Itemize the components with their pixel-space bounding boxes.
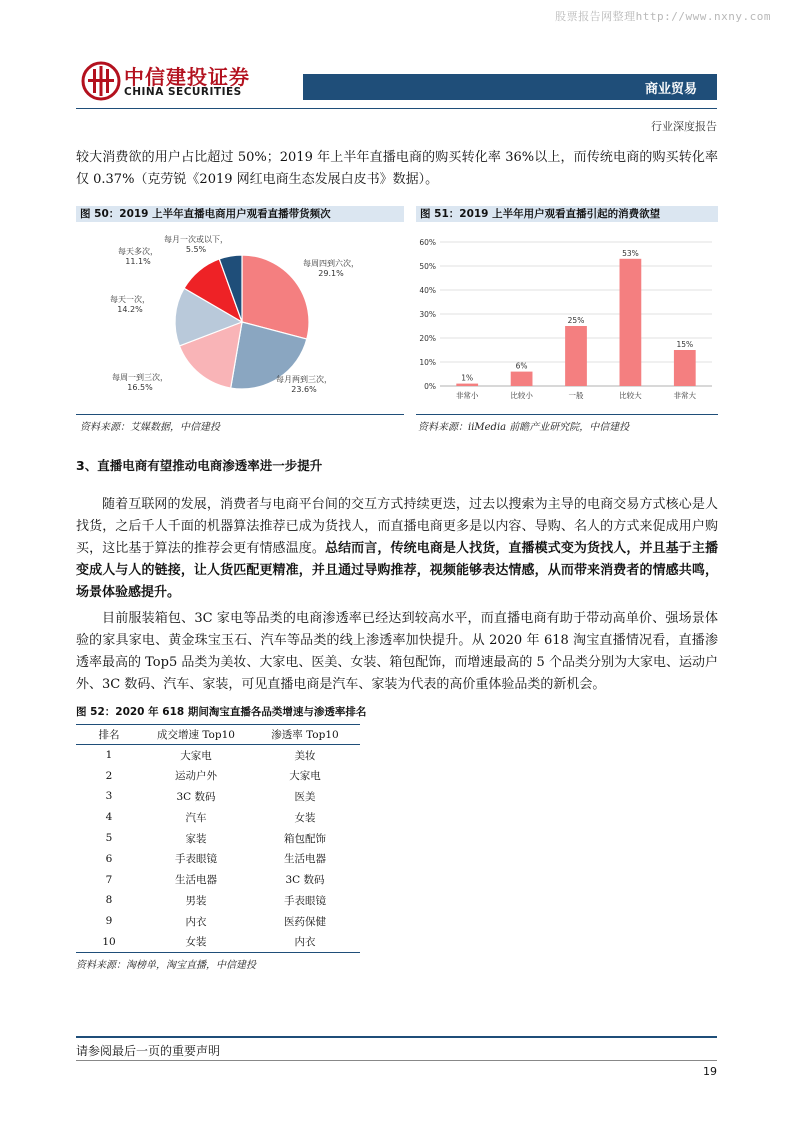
fig51-header — [416, 206, 718, 222]
growth-cell: 内衣 — [185, 915, 207, 928]
growth-cell: 大家电 — [180, 749, 212, 762]
rank-cell: 2 — [105, 769, 113, 782]
fig50-source: 资料来源：艾媒数据，中信建投 — [80, 422, 220, 433]
report-type: 行业深度报告 — [651, 120, 717, 133]
paragraph-1-normal: 随着互联网的发展，消费者与电商平台间的交互方式持续更迭，过去以搜索为主导的电商交易方式核心是人找货，之后千人千面的机器算法推荐已成为货找人，而直播电商更多是以内容、导购、名人的方式来促成用户购买，这比基于算法的推荐会更有情感温度。 — [76, 497, 718, 556]
bar-value-label: 1% — [461, 373, 474, 383]
fig51-footer — [416, 414, 718, 415]
header-growth: 成交增速 Top10 — [142, 725, 250, 745]
sector-label: 商业贸易 — [644, 82, 697, 97]
bar — [456, 384, 478, 386]
penetration-cell: 箱包配饰 — [284, 832, 326, 845]
table-row — [76, 807, 360, 828]
bar — [620, 259, 642, 386]
pie-slice-label: 每天一次， — [110, 295, 150, 304]
bar — [674, 350, 696, 386]
y-tick-label: 50% — [419, 262, 436, 271]
page-number: 19 — [703, 1065, 717, 1078]
ranking-table — [76, 724, 360, 953]
rank-cell: 1 — [105, 749, 113, 762]
pie-slice-label: 每周一到三次， — [112, 373, 168, 382]
pie-slice-value: 5.5% — [185, 245, 207, 254]
table-row — [76, 828, 360, 849]
bar-value-label: 25% — [567, 316, 585, 325]
rank-cell: 7 — [105, 873, 113, 886]
pie-slice-label: 每周四到六次， — [303, 259, 359, 268]
pie-chart — [76, 228, 404, 410]
header-penetration: 渗透率 Top10 — [250, 725, 360, 745]
penetration-cell: 医药保健 — [284, 915, 326, 928]
rank-cell: 4 — [105, 811, 113, 824]
bar-value-label: 15% — [676, 340, 694, 349]
intro-paragraph: 较大消费欲的用户占比超过 50%；2019 年上半年直播电商的购买转化率 36%以上，而传统电商的购买转化率仅 0.37%（克劳锐《2019 网红电商生态发展白皮书》数据）。 — [76, 150, 718, 187]
table-header-row — [76, 725, 360, 745]
company-name-en: CHINA SECURITIES — [124, 86, 242, 98]
table-row — [76, 745, 360, 766]
x-tick-label: 比较大 — [619, 391, 642, 400]
penetration-cell: 美妆 — [294, 749, 316, 762]
y-tick-label: 10% — [419, 358, 436, 367]
bar-chart — [416, 228, 718, 410]
footer-divider-2 — [76, 1060, 717, 1061]
growth-cell: 生活电器 — [175, 874, 217, 887]
paragraph-1 — [76, 494, 718, 604]
x-tick-label: 非常大 — [673, 391, 697, 400]
pie-slice-value: 14.2% — [117, 305, 143, 314]
fig52-header — [76, 704, 718, 720]
fig51-source: 资料来源：iiMedia 前瞻产业研究院，中信建投 — [418, 422, 630, 433]
pie-slice-value: 11.1% — [125, 257, 151, 266]
footer-divider — [76, 1036, 717, 1038]
rank-cell: 8 — [105, 894, 113, 907]
growth-cell: 男装 — [185, 894, 207, 907]
watermark-text: 股票报告网整理http://www.nxny.com — [555, 10, 771, 23]
rank-cell: 3 — [105, 790, 113, 803]
growth-cell: 手表眼镜 — [175, 853, 217, 866]
rank-cell: 5 — [105, 832, 113, 845]
y-tick-label: 20% — [419, 334, 436, 343]
section-heading: 3、直播电商有望推动电商渗透率进一步提升 — [76, 458, 323, 473]
company-name-cn: 中信建投证券 — [124, 65, 250, 89]
pie-slice-label: 每月两到三次， — [276, 375, 332, 384]
fig50-footer — [76, 414, 404, 415]
pie-slice-label: 每天多次， — [118, 247, 158, 256]
x-tick-label: 非常小 — [455, 391, 479, 400]
fig52-title: 图 52：2020 年 618 期间淘宝直播各品类增速与渗透率排名 — [76, 706, 367, 718]
y-tick-label: 30% — [419, 310, 436, 319]
table-row — [76, 786, 360, 807]
penetration-cell: 医美 — [294, 790, 316, 803]
penetration-cell: 3C 数码 — [285, 874, 325, 887]
x-tick-label: 一般 — [568, 391, 584, 400]
penetration-cell: 手表眼镜 — [284, 894, 326, 907]
rank-cell: 10 — [76, 932, 142, 953]
pie-slice-value: 23.6% — [291, 385, 317, 394]
table-row — [76, 848, 360, 869]
y-tick-label: 60% — [419, 238, 436, 247]
header-rank: 排名 — [76, 725, 142, 745]
y-tick-label: 0% — [424, 382, 436, 391]
bar-value-label: 6% — [515, 361, 528, 371]
growth-cell: 汽车 — [185, 811, 207, 824]
paragraph-1-bold: 总结而言，传统电商是人找货，直播模式变为货找人，并且基于主播变成人与人的链接，让人货匹配更精准，并且通过导购推荐，视频能够表达情感，从而带来消费者的情感共鸣，场景体验感提升。 — [76, 541, 718, 600]
bar — [511, 372, 533, 386]
header-divider — [76, 108, 717, 109]
table-row — [76, 765, 360, 786]
pie-slice-value: 16.5% — [127, 383, 153, 392]
disclaimer-note: 请参阅最后一页的重要声明 — [76, 1044, 221, 1058]
table-row — [76, 869, 360, 890]
penetration-cell: 大家电 — [289, 770, 321, 783]
fig50-header — [76, 206, 404, 222]
table-row — [76, 911, 360, 932]
pie-slice-value: 29.1% — [318, 269, 344, 278]
penetration-cell: 生活电器 — [284, 853, 326, 866]
pie-slice-label: 每月一次或以下， — [164, 235, 228, 244]
fig52-source: 资料来源：淘榜单，淘宝直播，中信建投 — [76, 960, 256, 971]
bar-value-label: 53% — [622, 248, 639, 258]
fig50-title: 图 50：2019 上半年直播电商用户观看直播带货频次 — [76, 206, 404, 222]
y-tick-label: 40% — [419, 286, 436, 295]
growth-cell: 3C 数码 — [176, 790, 216, 803]
x-tick-label: 比较小 — [510, 391, 533, 400]
table-row — [76, 932, 360, 953]
rank-cell: 9 — [105, 915, 113, 928]
penetration-cell: 女装 — [294, 811, 316, 824]
table-row — [76, 890, 360, 911]
fig51-title: 图 51：2019 上半年用户观看直播引起的消费欲望 — [416, 206, 718, 222]
sector-banner — [303, 74, 717, 100]
growth-cell: 女装 — [142, 932, 250, 953]
bar — [565, 326, 587, 386]
paragraph-2: 目前服装箱包、3C 家电等品类的电商渗透率已经达到较高水平，而直播电商有助于带动高单价、强场景体验的家具家电、黄金珠宝玉石、汽车等品类的线上渗透率加快提升。从 2020 年 618 淘宝直播情况看，直播渗透率最高的 Top5 品类为美妆、大家电、医美、女装、箱包配饰，而增速最高的 5 个品类分别为大家电、运动户外、3C 数码、汽车、家装，可见直播电商是汽车、家装为代表的高价重体验品类的新机会。 — [76, 611, 718, 692]
growth-cell: 家装 — [185, 832, 207, 845]
rank-cell: 6 — [105, 852, 113, 865]
growth-cell: 运动户外 — [175, 770, 217, 783]
penetration-cell: 内衣 — [250, 932, 360, 953]
